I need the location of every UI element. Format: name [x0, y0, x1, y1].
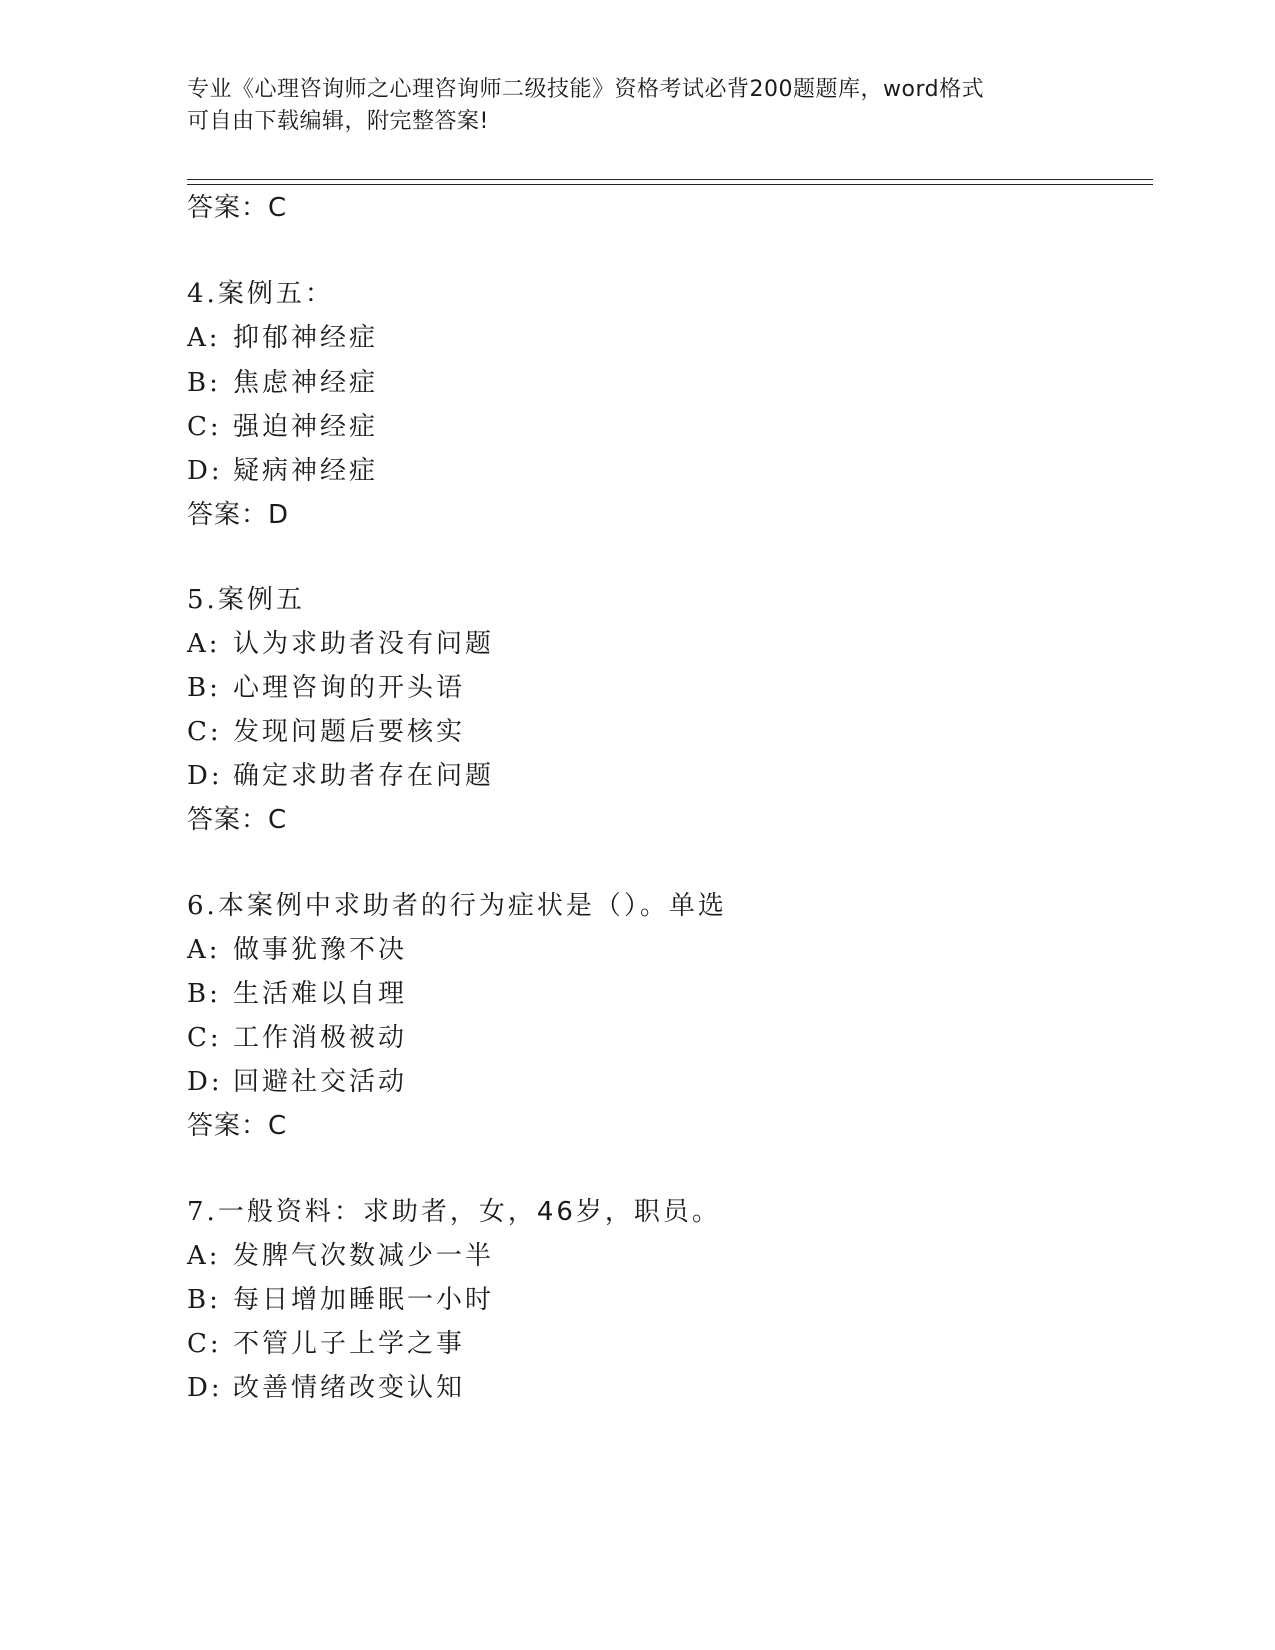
question-number: 6.: [187, 891, 218, 921]
header-line-2: 可自由下载编辑，附完整答案!: [187, 109, 489, 134]
question-stem: [187, 584, 305, 616]
option-text: 焦虑神经症: [233, 368, 379, 398]
option-letter: A:: [187, 935, 221, 965]
option-text: 不管儿子上学之事: [233, 1329, 466, 1359]
option-item: [187, 934, 407, 966]
option-text: 生活难以自理: [233, 979, 408, 1009]
question-number: 7.: [187, 1197, 218, 1227]
answer-line: 答案：C: [187, 805, 288, 835]
answer-line: 答案：C: [187, 1111, 288, 1141]
option-text: 回避社交活动: [233, 1067, 408, 1097]
option-letter: B:: [187, 368, 221, 398]
question-stem: [187, 1196, 721, 1228]
option-text: 疑病神经症: [233, 456, 379, 486]
option-letter: D:: [187, 1373, 223, 1403]
option-item: [187, 1022, 407, 1054]
question-text: 案例五：: [217, 279, 334, 309]
option-item: [187, 367, 378, 399]
answer-line: 答案：C: [187, 193, 288, 223]
option-letter: B:: [187, 979, 221, 1009]
option-item: [187, 628, 494, 660]
option-text: 工作消极被动: [233, 1023, 408, 1053]
option-item: [187, 672, 465, 704]
option-item: [187, 411, 378, 443]
option-letter: C:: [187, 1023, 222, 1053]
question-text: 一般资料：求助者，女，46岁，职员。: [217, 1197, 721, 1227]
question-stem: [187, 890, 727, 922]
option-text: 改善情绪改变认知: [233, 1373, 466, 1403]
option-letter: D:: [187, 761, 223, 791]
option-letter: C:: [187, 1329, 222, 1359]
option-text: 发现问题后要核实: [233, 717, 466, 747]
option-letter: D:: [187, 1067, 223, 1097]
option-text: 强迫神经症: [233, 412, 379, 442]
question-stem: [187, 278, 334, 310]
question-number: 5.: [187, 585, 218, 615]
option-item: [187, 1328, 465, 1360]
question-text: 案例五: [217, 585, 305, 615]
option-text: 确定求助者存在问题: [233, 761, 495, 791]
option-text: 每日增加睡眠一小时: [233, 1285, 495, 1315]
option-item: [187, 978, 407, 1010]
option-text: 抑郁神经症: [233, 323, 379, 353]
option-letter: A:: [187, 1241, 221, 1271]
option-letter: A:: [187, 629, 221, 659]
option-letter: D:: [187, 456, 223, 486]
option-letter: B:: [187, 1285, 221, 1315]
header-divider-top: [187, 179, 1153, 180]
option-letter: C:: [187, 717, 222, 747]
option-item: [187, 322, 378, 354]
option-letter: A:: [187, 323, 221, 353]
option-text: 发脾气次数减少一半: [233, 1241, 495, 1271]
header-divider-bottom: [187, 184, 1153, 185]
option-item: [187, 1372, 465, 1404]
option-item: [187, 716, 465, 748]
document-header: [187, 74, 1087, 138]
option-item: [187, 1240, 494, 1272]
option-letter: C:: [187, 412, 222, 442]
option-item: [187, 1284, 494, 1316]
option-item: [187, 760, 494, 792]
option-text: 认为求助者没有问题: [233, 629, 495, 659]
answer-line: 答案：D: [187, 500, 290, 530]
header-line-1: 专业《心理咨询师之心理咨询师二级技能》资格考试必背200题题库，word格式: [187, 77, 985, 102]
option-text: 心理咨询的开头语: [233, 673, 466, 703]
option-item: [187, 1066, 407, 1098]
question-text: 本案例中求助者的行为症状是（）。单选: [217, 891, 727, 921]
question-number: 4.: [187, 279, 218, 309]
option-letter: B:: [187, 673, 221, 703]
option-text: 做事犹豫不决: [233, 935, 408, 965]
option-item: [187, 455, 378, 487]
